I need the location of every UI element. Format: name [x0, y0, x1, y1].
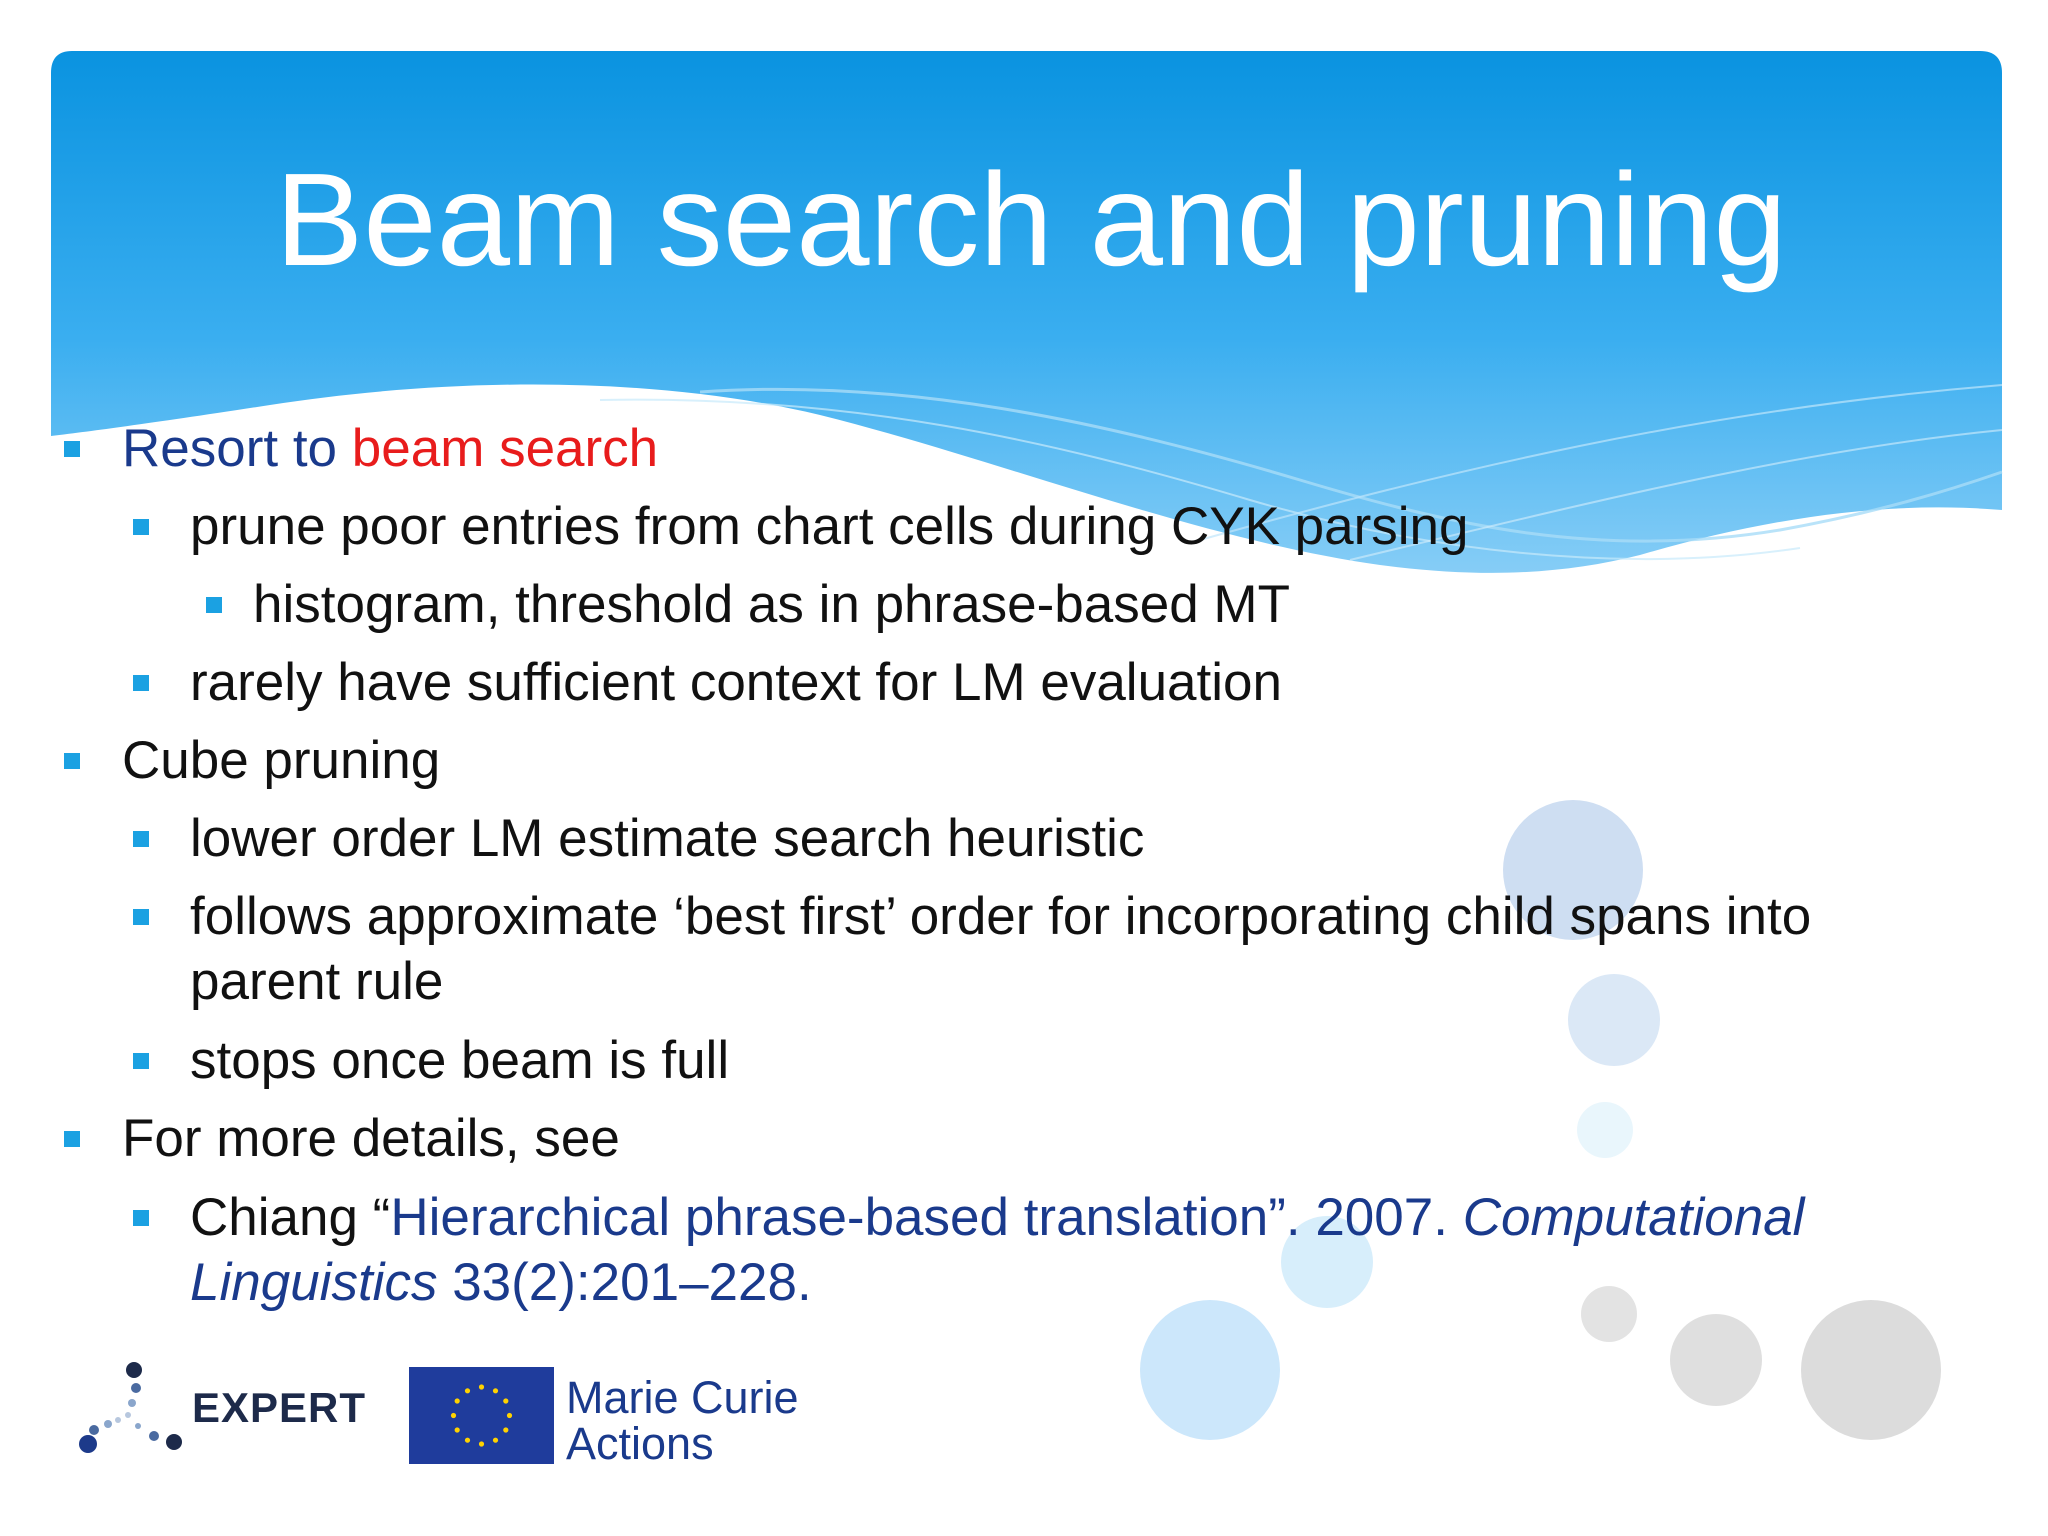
citation-paper-title: Hierarchical phrase-based translation: [390, 1188, 1269, 1247]
slide-title: Beam search and pruning: [275, 146, 1787, 293]
bullet-marker: [64, 441, 80, 457]
bullet-marker: [133, 1053, 149, 1069]
bullet-text: Resort to: [122, 419, 352, 478]
citation-line2: [190, 1250, 812, 1316]
bullet-marker: [133, 1210, 149, 1226]
bullet-beam-search: [122, 416, 658, 482]
bullet-best-first-line1: follows approximate ‘best first’ order for incorporating child spans into: [190, 887, 1812, 946]
bullet-beam-full: stops once beam is full: [190, 1031, 730, 1090]
bullet-more-details: For more details, see: [122, 1109, 620, 1168]
bullet-marker: [206, 597, 222, 613]
highlight-beam-search: beam search: [351, 419, 659, 478]
bullet-lm-context: rarely have sufficient context for LM evaluation: [190, 653, 1282, 712]
eu-flag-icon: [409, 1367, 554, 1464]
expert-logo-text: EXPERT: [192, 1384, 367, 1431]
bullet-marker: [133, 909, 149, 925]
bullet-marker: [133, 831, 149, 847]
bullet-marker: [133, 519, 149, 535]
marie-curie-line1: Marie Curie: [566, 1372, 799, 1423]
bullet-histogram-threshold: histogram, threshold as in phrase-based MT: [253, 575, 1290, 634]
bullet-lm-heuristic: lower order LM estimate search heuristic: [190, 809, 1145, 868]
citation-author: Chiang “: [190, 1188, 391, 1247]
bullet-marker: [64, 753, 80, 769]
citation-line1: [190, 1185, 1804, 1251]
bullet-marker: [64, 1131, 80, 1147]
bullet-marker: [133, 675, 149, 691]
citation-journal-cont: Linguistics: [190, 1253, 438, 1312]
citation-journal: Computational: [1462, 1188, 1805, 1247]
expert-logo-icon: [70, 1358, 190, 1458]
marie-curie-actions-text: [566, 1372, 799, 1469]
bullet-prune-entries: prune poor entries from chart cells during CYK parsing: [190, 497, 1469, 556]
bullet-cube-pruning: Cube pruning: [122, 731, 441, 790]
citation-pages: 33(2):201–228.: [437, 1253, 812, 1312]
marie-curie-line2: Actions: [566, 1418, 714, 1469]
bullet-best-first-line2: parent rule: [190, 952, 444, 1011]
citation-year: ”. 2007.: [1268, 1188, 1463, 1247]
